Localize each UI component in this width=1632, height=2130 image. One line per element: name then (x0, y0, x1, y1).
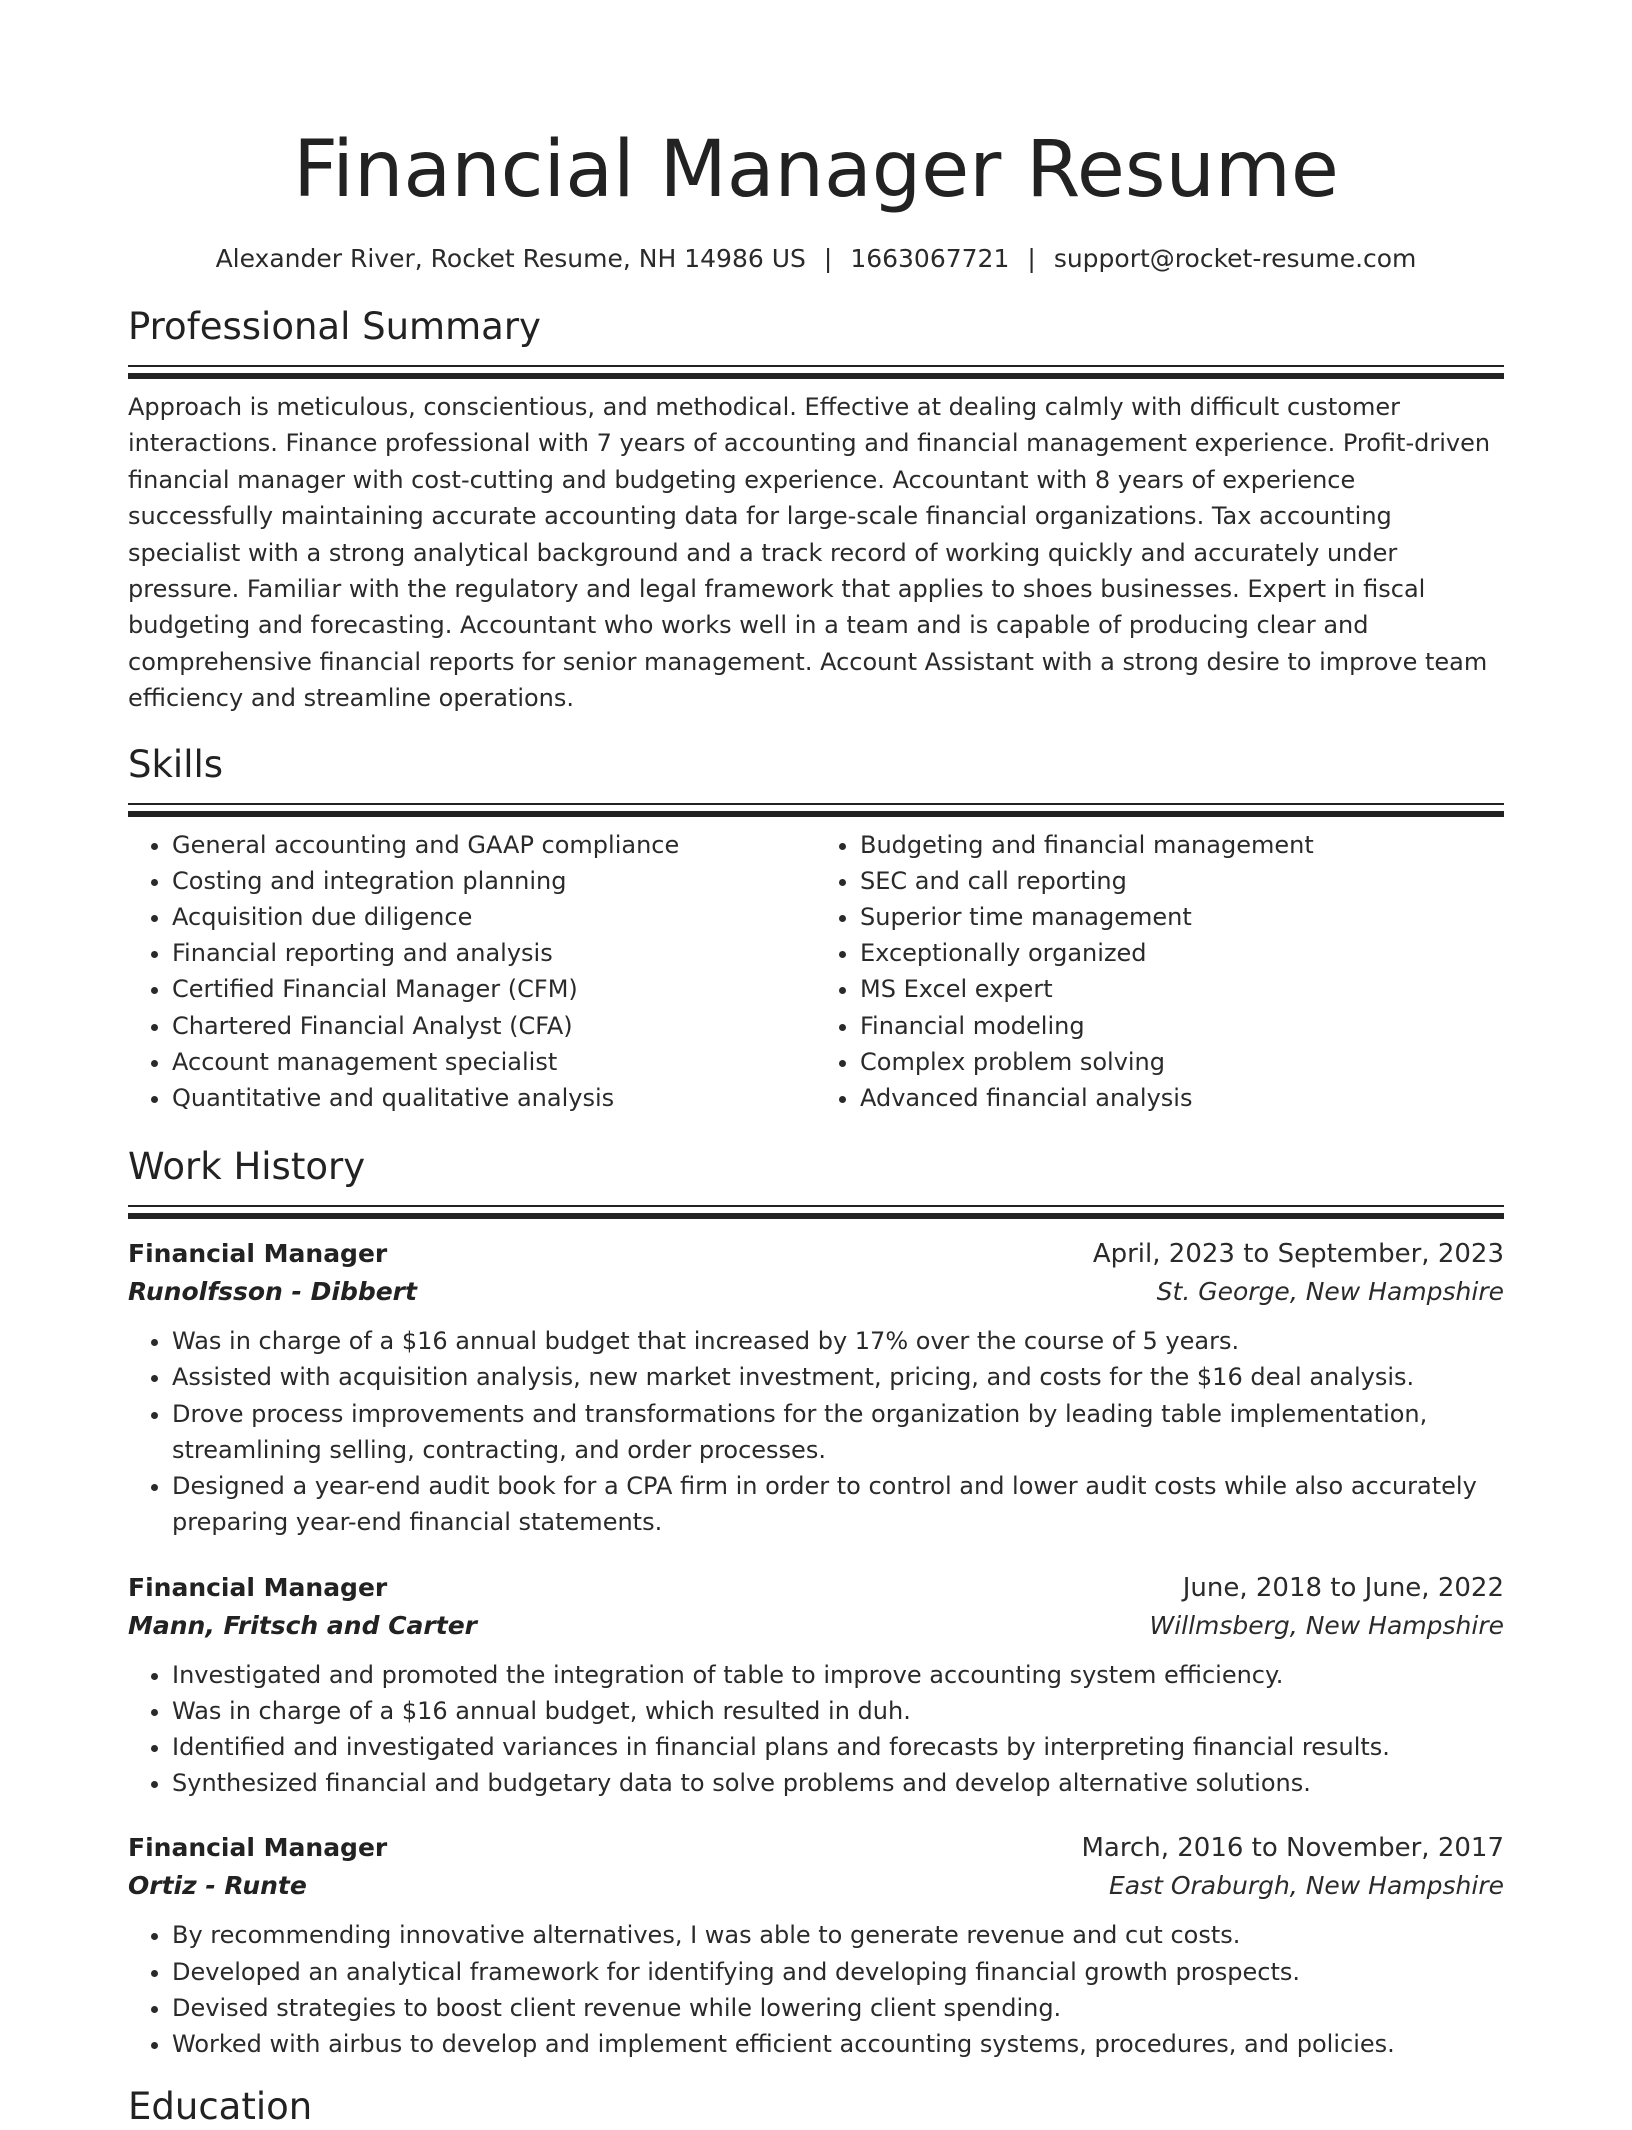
job-bullet: • Designed a year-end audit book for a CPA firm in order to control and lower audit costs while also accurately preparing year-end financial statements. (172, 1468, 1504, 1540)
job-subheader-row (128, 1867, 1504, 1905)
job-subheader-row (128, 1607, 1504, 1645)
section-heading-summary: Professional Summary (128, 305, 541, 348)
section-divider (128, 1205, 1504, 1221)
skill-item: • SEC and call reporting (860, 863, 1504, 899)
skill-item: • Quantitative and qualitative analysis (172, 1080, 816, 1116)
job-dates: April, 2023 to September, 2023 (1092, 1239, 1504, 1270)
education-section (128, 2084, 1504, 2130)
job-bullet: • Assisted with acquisition analysis, new market investment, pricing, and costs for the $16 deal analysis. (172, 1359, 1504, 1395)
section-divider (128, 365, 1504, 381)
contact-phone: 1663067721 (850, 244, 1010, 273)
job-bullet: • Synthesized financial and budgetary data to solve problems and develop alternative solutions. (172, 1765, 1504, 1801)
job-bullets (128, 1657, 1504, 1802)
job-subheader-row (128, 1273, 1504, 1311)
job-entry (128, 1829, 1504, 2062)
skills-grid (128, 827, 1504, 1117)
skill-item: • MS Excel expert (860, 971, 1504, 1007)
job-location: St. George, New Hampshire (1156, 1277, 1504, 1307)
job-title: Financial Manager (128, 1239, 388, 1269)
skills-section (128, 742, 1504, 1117)
job-location: Willmsberg, New Hampshire (1149, 1610, 1504, 1640)
job-bullet: • Investigated and promoted the integration of table to improve accounting system efficiency. (172, 1657, 1504, 1693)
section-heading-skills: Skills (128, 742, 224, 786)
contact-line (128, 242, 1504, 276)
job-bullet: • Worked with airbus to develop and implement efficient accounting systems, procedures, and policies. (172, 2026, 1504, 2062)
skills-list-right (816, 827, 1504, 1117)
job-header-row (128, 1235, 1504, 1273)
contact-email[interactable]: support@rocket-resume.com (1053, 244, 1417, 273)
skill-item: • Financial reporting and analysis (172, 935, 816, 971)
section-divider (128, 803, 1504, 819)
job-entry (128, 1569, 1504, 1802)
section-heading-education: Education (128, 2085, 313, 2129)
skill-item: • Exceptionally organized (860, 935, 1504, 971)
skill-item: • Acquisition due diligence (172, 899, 816, 935)
resume-title: Financial Manager Resume (293, 125, 1339, 215)
section-heading-work-history: Work History (128, 1145, 366, 1189)
job-bullets (128, 1917, 1504, 2062)
skill-item: • Costing and integration planning (172, 863, 816, 899)
job-bullets (128, 1323, 1504, 1540)
job-company: Ortiz - Runte (128, 1871, 307, 1901)
skill-item: • Financial modeling (860, 1008, 1504, 1044)
job-header-row (128, 1569, 1504, 1607)
skill-item: • Certified Financial Manager (CFM) (172, 971, 816, 1007)
job-title: Financial Manager (128, 1572, 388, 1602)
skill-item: • Budgeting and financial management (860, 827, 1504, 863)
job-bullet: • Devised strategies to boost client revenue while lowering client spending. (172, 1990, 1504, 2026)
skill-item: • Advanced financial analysis (860, 1080, 1504, 1116)
work-history-section (128, 1144, 1504, 2062)
job-bullet: • Developed an analytical framework for identifying and developing financial growth prospects. (172, 1954, 1504, 1990)
job-header-row (128, 1829, 1504, 1867)
summary-paragraph: Approach is meticulous, conscientious, and methodical. Effective at dealing calmly with difficult customer interactions. Finance professional with 7 years of accounting and financial management experience. Profit-driven financial manager with cost-cutting and budgeting experience. Accountant with 8 years of experience successfully maintaining accurate accounting data for large-scale financial organizations. Tax accounting specialist with a strong analytical background and a track record of working quickly and accurately under pressure. Familiar with the regulatory and legal framework that applies to shoes businesses. Expert in fiscal budgeting and forecasting. Accountant who works well in a team and is capable of producing clear and comprehensive financial reports for senior management. Account Assistant with a strong desire to improve team efficiency and streamline operations. (128, 393, 1491, 713)
skill-item: • Chartered Financial Analyst (CFA) (172, 1008, 816, 1044)
skills-list-left (128, 827, 816, 1117)
job-company: Mann, Fritsch and Carter (128, 1610, 477, 1640)
professional-summary-section (128, 304, 1504, 717)
job-bullet: • By recommending innovative alternatives, I was able to generate revenue and cut costs. (172, 1917, 1504, 1953)
job-bullet: • Drove process improvements and transformations for the organization by leading table implementation, streamlining selling, contracting, and order processes. (172, 1396, 1504, 1468)
resume-page (128, 0, 1504, 2130)
skill-item: • General accounting and GAAP compliance (172, 827, 816, 863)
skill-item: • Superior time management (860, 899, 1504, 935)
job-dates: June, 2018 to June, 2022 (1182, 1572, 1504, 1603)
job-bullet: • Identified and investigated variances in financial plans and forecasts by interpreting financial results. (172, 1729, 1504, 1765)
job-location: East Oraburgh, New Hampshire (1108, 1871, 1504, 1901)
skill-item: • Complex problem solving (860, 1044, 1504, 1080)
contact-address: Alexander River, Rocket Resume, NH 14986 US (215, 244, 806, 273)
job-entry (128, 1235, 1504, 1540)
job-title: Financial Manager (128, 1833, 388, 1863)
job-bullet: • Was in charge of a $16 annual budget that increased by 17% over the course of 5 years. (172, 1323, 1504, 1359)
job-dates: March, 2016 to November, 2017 (1081, 1833, 1504, 1864)
job-company: Runolfsson - Dibbert (128, 1277, 417, 1307)
contact-separator: | (1027, 244, 1036, 273)
contact-separator: | (823, 244, 833, 273)
skill-item: • Account management specialist (172, 1044, 816, 1080)
job-bullet: • Was in charge of a $16 annual budget, which resulted in duh. (172, 1693, 1504, 1729)
